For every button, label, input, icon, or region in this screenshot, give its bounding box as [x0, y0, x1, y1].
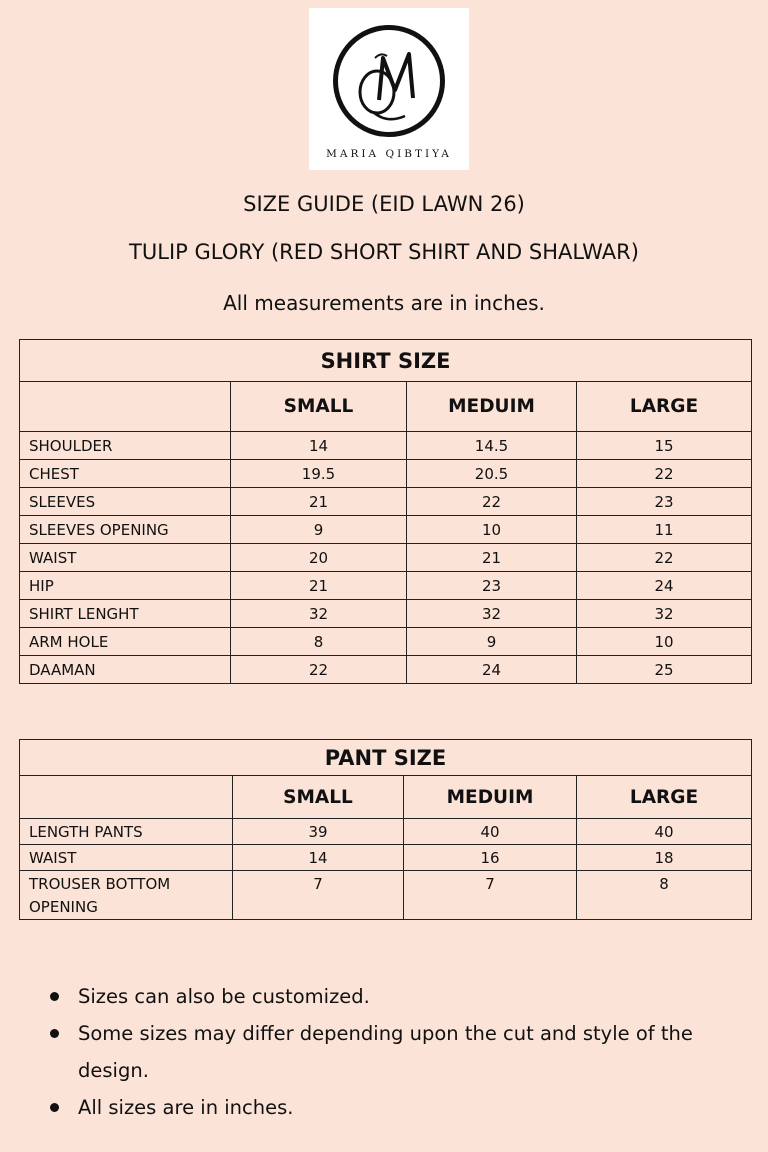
note-text: All sizes are in inches.	[78, 1096, 294, 1119]
col-header-medium: MEDUIM	[407, 382, 577, 432]
row-label: CHEST	[20, 460, 231, 488]
cell-small: 21	[231, 488, 407, 516]
cell-small: 39	[233, 819, 404, 845]
shirt-table-title: SHIRT SIZE	[20, 340, 752, 382]
table-row	[20, 871, 752, 920]
row-label: HIP	[20, 572, 231, 600]
note-text: Sizes can also be customized.	[78, 985, 370, 1008]
cell-medium: 7	[404, 871, 577, 920]
cell-medium: 22	[407, 488, 577, 516]
row-label: SLEEVES	[20, 488, 231, 516]
table-row	[20, 819, 752, 845]
brand-logo	[309, 8, 469, 170]
table-row	[20, 544, 752, 572]
notes-list	[46, 978, 746, 1126]
cell-medium: 14.5	[407, 432, 577, 460]
cell-medium: 10	[407, 516, 577, 544]
row-label: DAAMAN	[20, 656, 231, 684]
cell-medium: 32	[407, 600, 577, 628]
table-row	[20, 845, 752, 871]
cell-small: 14	[231, 432, 407, 460]
table-row	[20, 488, 752, 516]
row-label: LENGTH PANTS	[20, 819, 233, 845]
cell-small: 19.5	[231, 460, 407, 488]
table-row	[20, 656, 752, 684]
cell-medium: 21	[407, 544, 577, 572]
col-header-medium: MEDUIM	[404, 776, 577, 819]
cell-small: 8	[231, 628, 407, 656]
cell-large: 11	[577, 516, 752, 544]
pant-table-title: PANT SIZE	[20, 740, 752, 776]
list-item	[46, 1015, 746, 1089]
cell-small: 22	[231, 656, 407, 684]
cell-small: 21	[231, 572, 407, 600]
bullet-icon	[50, 1029, 59, 1038]
cell-small: 9	[231, 516, 407, 544]
col-header-small: SMALL	[231, 382, 407, 432]
cell-small: 32	[231, 600, 407, 628]
col-header-large: LARGE	[577, 382, 752, 432]
cell-large: 22	[577, 544, 752, 572]
table-row	[20, 628, 752, 656]
row-label: SLEEVES OPENING	[20, 516, 231, 544]
cell-small: 7	[233, 871, 404, 920]
units-note: All measurements are in inches.	[223, 291, 545, 315]
cell-large: 22	[577, 460, 752, 488]
cell-large: 15	[577, 432, 752, 460]
cell-medium: 40	[404, 819, 577, 845]
size-guide-title: SIZE GUIDE (EID LAWN 26)	[243, 192, 525, 216]
cell-large: 23	[577, 488, 752, 516]
cell-large: 10	[577, 628, 752, 656]
cell-medium: 20.5	[407, 460, 577, 488]
col-header-small: SMALL	[233, 776, 404, 819]
cell-large: 32	[577, 600, 752, 628]
row-label: WAIST	[20, 845, 233, 871]
logo-brand-text: MARIA QIBTIYA	[326, 148, 452, 160]
table-row	[20, 516, 752, 544]
product-name: TULIP GLORY (RED SHORT SHIRT AND SHALWAR)	[129, 240, 639, 264]
bullet-icon	[50, 1103, 59, 1112]
cell-small: 14	[233, 845, 404, 871]
row-label: WAIST	[20, 544, 231, 572]
note-text: Some sizes may differ depending upon the cut and style of the design.	[78, 1022, 693, 1082]
cell-medium: 23	[407, 572, 577, 600]
cell-medium: 24	[407, 656, 577, 684]
cell-small: 20	[231, 544, 407, 572]
list-item	[46, 978, 746, 1015]
shirt-size-table	[19, 339, 752, 684]
pant-size-table	[19, 739, 752, 920]
cell-medium: 16	[404, 845, 577, 871]
bullet-icon	[50, 992, 59, 1001]
cell-large: 24	[577, 572, 752, 600]
table-row	[20, 600, 752, 628]
list-item	[46, 1089, 746, 1126]
header-blank-cell	[20, 776, 233, 819]
row-label: TROUSER BOTTOM OPENING	[20, 871, 233, 920]
col-header-large: LARGE	[577, 776, 752, 819]
cell-large: 40	[577, 819, 752, 845]
header-blank-cell	[20, 382, 231, 432]
table-row	[20, 572, 752, 600]
table-row	[20, 460, 752, 488]
row-label: ARM HOLE	[20, 628, 231, 656]
logo-monogram	[309, 8, 469, 148]
cell-large: 25	[577, 656, 752, 684]
row-label: SHIRT LENGHT	[20, 600, 231, 628]
table-row	[20, 432, 752, 460]
cell-large: 8	[577, 871, 752, 920]
row-label: SHOULDER	[20, 432, 231, 460]
cell-large: 18	[577, 845, 752, 871]
cell-medium: 9	[407, 628, 577, 656]
